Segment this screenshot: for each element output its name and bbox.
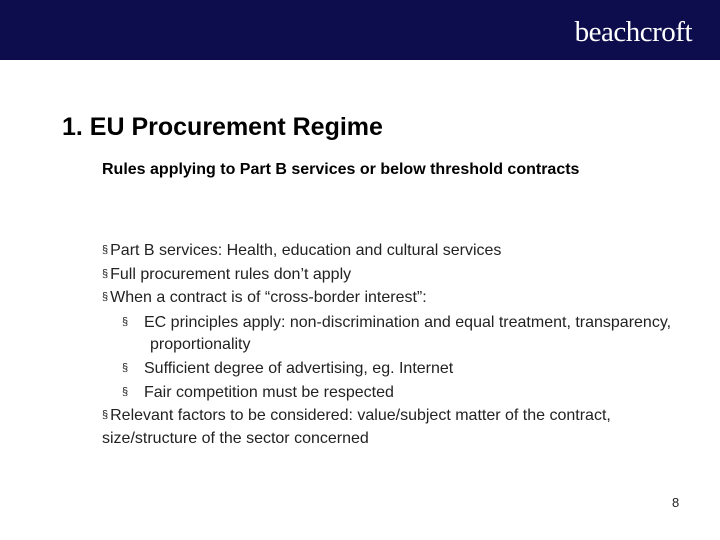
bullet-item bbox=[102, 239, 702, 263]
bullet-marker-icon: § bbox=[102, 408, 109, 421]
bullet-text: Part B services: Health, education and cultural services bbox=[110, 242, 502, 259]
bullet-text: EC principles apply: non-discrimination and equal treatment, transparency, proportionality bbox=[144, 313, 672, 353]
beachcroft-logo: beachcroft bbox=[574, 16, 692, 48]
bullet-marker-icon: § bbox=[102, 244, 109, 256]
bullet-text: Fair competition must be respected bbox=[144, 383, 394, 401]
bullet-item bbox=[102, 263, 702, 287]
bullet-item bbox=[102, 286, 702, 310]
header-band bbox=[0, 0, 720, 60]
sub-bullet-item: § Sufficient degree of advertising, eg. Internet bbox=[122, 359, 454, 377]
bullet-text: When a contract is of “cross-border interest”: bbox=[110, 289, 427, 306]
page-number: 8 bbox=[672, 495, 680, 510]
slide-title: 1. EU Procurement Regime bbox=[62, 113, 383, 141]
bullet-text: Full procurement rules don’t apply bbox=[110, 265, 352, 283]
bullet-marker-icon: § bbox=[102, 291, 109, 303]
sub-bullet-item: § EC principles apply: non-discrimination and equal treatment, transparency, proportionality bbox=[122, 313, 672, 353]
slide-subtitle: Rules applying to Part B services or below threshold contracts bbox=[102, 161, 580, 178]
sub-bullet-item: § Fair competition must be respected bbox=[122, 383, 394, 401]
bullet-item bbox=[102, 404, 702, 451]
bullet-text: Sufficient degree of advertising, eg. Internet bbox=[144, 359, 454, 377]
bullet-text: Relevant factors to be considered: value/subject matter of the contract, size/structure of the sector concerned bbox=[102, 406, 611, 447]
bullet-marker-icon: § bbox=[102, 267, 109, 280]
bullet-list bbox=[102, 239, 702, 451]
